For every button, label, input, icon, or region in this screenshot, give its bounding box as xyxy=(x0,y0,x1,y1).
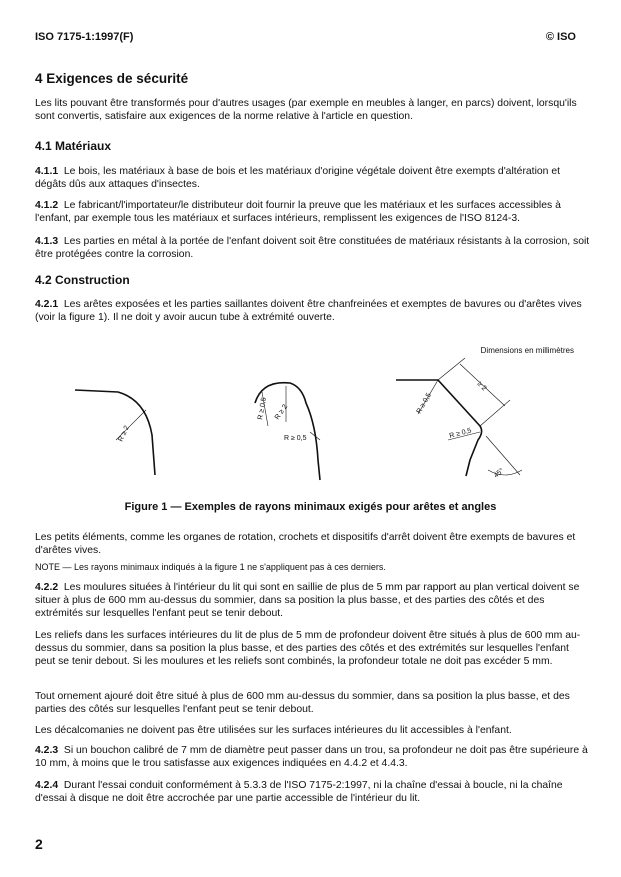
clause-number: 4.2.4 xyxy=(35,780,59,791)
clause-4-1-1 xyxy=(35,165,590,191)
rounded-corner-2 xyxy=(255,383,320,480)
copyright-mark: © ISO xyxy=(545,31,576,43)
clause-4-1-3 xyxy=(35,235,590,261)
decal-paragraph: Les décalcomanies ne doivent pas être utilisées sur les surfaces intérieures du lit accessibles à l'enfant. xyxy=(35,725,512,736)
clause-number: 4.2.2 xyxy=(35,582,59,593)
clause-number: 4.2.3 xyxy=(35,745,59,756)
page-number: 2 xyxy=(35,836,43,852)
clause-number: 4.1.1 xyxy=(35,166,59,177)
figure-1-drawing xyxy=(0,340,621,490)
label-45: 45° xyxy=(492,467,506,480)
section-4-2-title: 4.2 Construction xyxy=(35,273,130,287)
clause-text: Le fabricant/l'importateur/le distributeur doit fournir la preuve que les matériaux et les surfaces accessibles à l'enfant, par exemple tous les matériaux et surfaces intérieurs, remplissent les exigences de l'ISO 8124-3. xyxy=(35,200,561,225)
clause-4-2-1 xyxy=(35,298,590,324)
clause-text: Le bois, les matériaux à base de bois et les matériaux d'origine végétale doivent être exempts d'altération et dégâts dûs aux attaques d'insectes. xyxy=(35,166,560,191)
ornament-paragraph: Tout ornement ajouré doit être situé à plus de 600 mm au-dessus du sommier, dans sa position la plus basse, et des parties des côtés sur lesquelles l'enfant peut se tenir debout. xyxy=(35,691,570,716)
note-paragraph: NOTE — Les rayons minimaux indiqués à la figure 1 ne s'appliquent pas à ces derniers. xyxy=(35,562,386,572)
standard-reference: ISO 7175-1:1997(F) xyxy=(35,31,134,43)
label-r05d: R ≥ 0,5 xyxy=(448,427,473,440)
clause-4-2-4 xyxy=(35,779,590,805)
clause-text: Les parties en métal à la portée de l'enfant doivent soit être constituées de matériaux résistants à la corrosion, soit être protégées contre la corrosion. xyxy=(35,236,590,261)
clause-text: Si un bouchon calibré de 7 mm de diamètre peut passer dans un trou, sa profondeur ne doit pas être supérieure à 10 mm, à moins que le trou satisfasse aux exigences indiquées en 4.4.2 et 4.4.3. xyxy=(35,745,588,770)
reliefs-paragraph: Les reliefs dans les surfaces intérieures du lit de plus de 5 mm de profondeur doivent être situés à plus de 600 mm au-dessus du sommier, dans sa position la plus basse, et des parties des côtés et des extrémités sur lesquelles l'enfant peut se tenir debout. Si les moulures et les reliefs sont combinés, la profondeur totale ne doit pas excéder 5 mm. xyxy=(35,630,581,668)
label-r2: R ≥ 2 xyxy=(117,424,131,443)
clause-4-1-2 xyxy=(35,199,590,225)
label-r2b: R ≥ 2 xyxy=(273,403,290,422)
figure-1-caption: Figure 1 — Exemples de rayons minimaux exigés pour arêtes et angles xyxy=(124,501,497,513)
dimensions-note: Dimensions en millimètres xyxy=(480,346,574,355)
small-parts-paragraph: Les petits éléments, comme les organes de rotation, crochets et dispositifs d'arrêt doivent être exempts de bavures et d'arêtes vives. xyxy=(35,532,576,557)
angle-ext-a xyxy=(486,436,520,475)
clause-text: Les arêtes exposées et les parties saillantes doivent être chanfreinées et exemptes de bavures ou d'arêtes vives (voir la figure 1). Il ne doit y avoir aucun tube à extrémité ouverte. xyxy=(35,299,582,324)
clause-number: 4.2.1 xyxy=(35,299,59,310)
clause-number: 4.1.2 xyxy=(35,200,59,211)
dimension-ext-b xyxy=(480,400,510,426)
clause-4-2-2 xyxy=(35,581,590,621)
clause-text: Durant l'essai conduit conformément à 5.3.3 de l'ISO 7175-2:1997, ni la chaîne d'essai à boucle, ni la chaîne d'essai à disque ne doit être accrochée par une partie accessible de l'intérieur du lit. xyxy=(35,780,563,805)
label-r05a: R ≥ 0,5 xyxy=(257,396,268,421)
dimension-ext-a xyxy=(438,358,465,380)
section-4-intro: Les lits pouvant être transformés pour d'autres usages (par exemple en meubles à langer, en parcs) doivent, lorsqu'ils sont convertis, satisfaire aux exigences de la norme relative à l'article en question. xyxy=(35,98,577,123)
label-r05b: R ≥ 0,5 xyxy=(284,435,307,442)
clause-4-2-3 xyxy=(35,744,590,770)
section-4-1-title: 4.1 Matériaux xyxy=(35,139,112,153)
clause-text: Les moulures situées à l'intérieur du lit qui sont en saillie de plus de 5 mm par rapport au plan vertical doivent se situer à plus de 600 mm au-dessus du sommier, dans sa position la plus basse, et des parties des côtés et des extrémités sur lesquelles l'enfant peut se tenir debout. xyxy=(35,582,580,620)
section-4-title: 4 Exigences de sécurité xyxy=(35,71,189,86)
clause-number: 4.1.3 xyxy=(35,236,59,247)
label-ge2: ≥ 2 xyxy=(475,380,488,393)
label-r05c: R ≥ 0,5 xyxy=(415,391,433,415)
rounded-edge-1 xyxy=(75,390,155,475)
